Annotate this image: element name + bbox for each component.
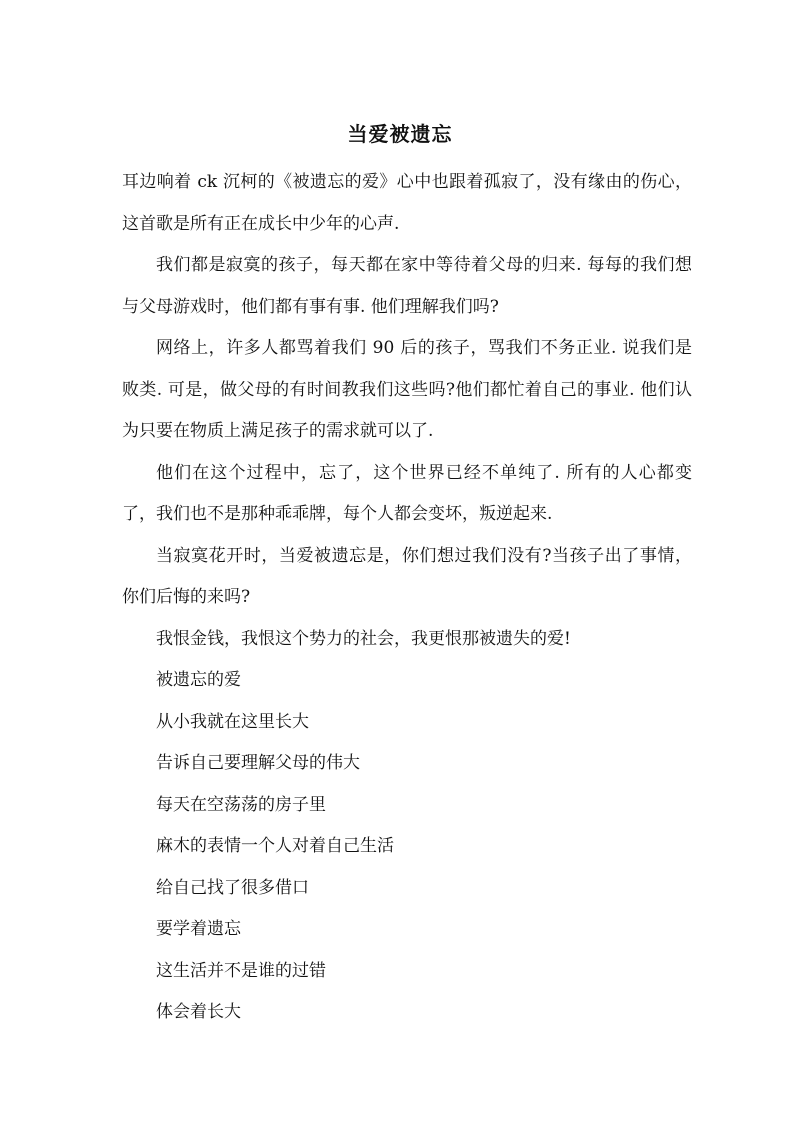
paragraph-6: 我恨金钱，我恨这个势力的社会，我更恨那被遗失的爱! <box>156 628 571 649</box>
paragraph-4: 他们在这个过程中，忘了，这个世界已经不单纯了. 所有的人心都变了，我们也不是那种乖乖牌，每个人都会变坏，叛逆起来. <box>122 462 692 524</box>
lyric-line-5: 麻木的表情一个人对着自己生活 <box>156 836 394 856</box>
lyric-line-2: 从小我就在这里长大 <box>156 711 309 732</box>
lyric-line-3: 告诉自己要理解父母的伟大 <box>156 753 360 773</box>
document-title: 当爱被遗忘 <box>347 122 453 146</box>
lyric-line-6: 给自己找了很多借口 <box>156 877 309 898</box>
paragraph-1: 耳边响着 ck 沉柯的《被遗忘的爱》心中也跟着孤寂了，没有缘由的伤心，这首歌是所有正在成长中少年的心声. <box>122 172 692 234</box>
paragraph-3: 网络上，许多人都骂着我们 90 后的孩子，骂我们不务正业. 说我们是败类. 可是，做父母的有时间教我们这些吗?他们都忙着自己的事业. 他们认为只要在物质上满足孩子的需求就可以了. <box>122 338 692 441</box>
paragraph-5: 当寂寞花开时，当爱被遗忘是，你们想过我们没有?当孩子出了事情，你们后悔的来吗? <box>122 545 692 607</box>
paragraph-2: 我们都是寂寞的孩子，每天都在家中等待着父母的归来. 每每的我们想与父母游戏时，他们都有事有事. 他们理解我们吗? <box>122 255 692 317</box>
document-body <box>122 162 692 1034</box>
lyric-line-1: 被遗忘的爱 <box>156 670 241 690</box>
lyric-line-4: 每天在空荡荡的房子里 <box>156 794 326 815</box>
lyric-line-8: 这生活并不是谁的过错 <box>156 960 326 981</box>
lyric-line-9: 体会着长大 <box>156 1002 241 1022</box>
lyric-line-7: 要学着遗忘 <box>156 919 241 939</box>
